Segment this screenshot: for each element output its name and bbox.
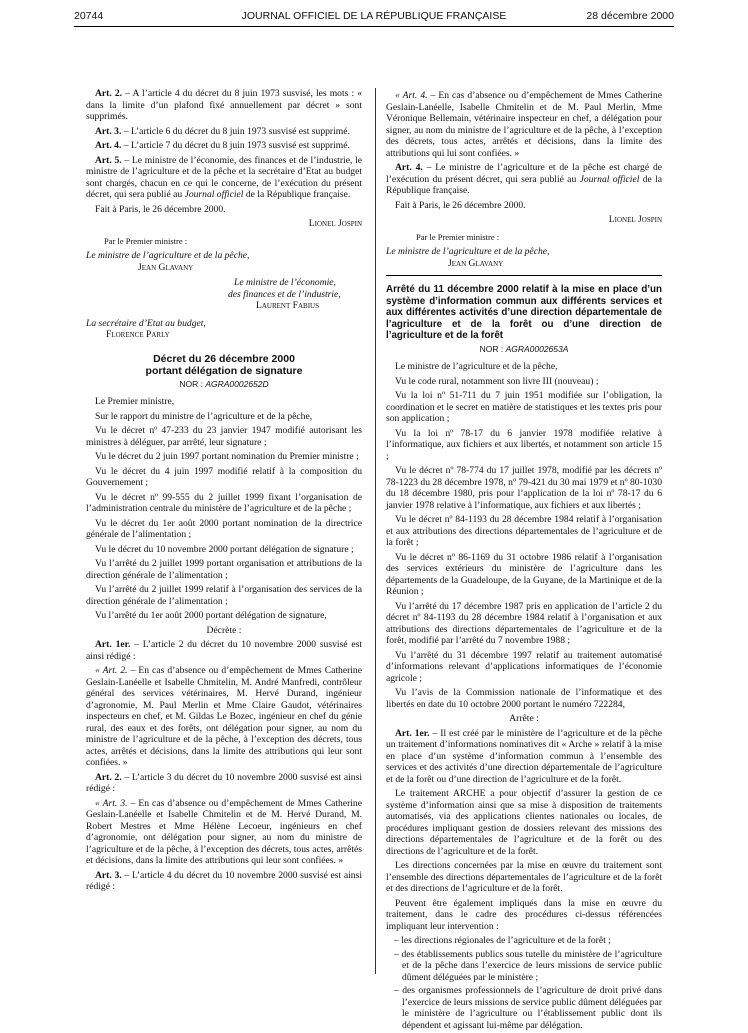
paragraph: Vu le décret nº 99-555 du 2 juillet 1999 fixant l’organisation de l’administration centrale du ministère de l’agriculture et de la pêche ;: [86, 491, 362, 514]
article: Art. 3. – L’article 6 du décret du 8 juin 1973 susvisé est supprimé.: [95, 125, 350, 137]
paragraph: Le Premier ministre,: [95, 396, 175, 407]
par-line: Par le Premier ministre :: [416, 231, 500, 242]
paragraph: Vu la loi nº 78-17 du 6 janvier 1978 modifiée relative à l’informatique, aux fichiers et aux libertés, et notamment son article 15 ;: [386, 427, 662, 462]
paragraph: Le ministre de l’agriculture et de la pêche,: [395, 361, 558, 372]
minister-title: Le ministre de l’agriculture et de la pêche,: [386, 246, 550, 257]
journal-title: JOURNAL OFFICIEL DE LA RÉPUBLIQUE FRANÇAISE: [241, 10, 507, 22]
paragraph: Vu l’arrêté du 31 décembre 1997 relatif au traitement automatisé d’informations relevant d’applications informatiques de l’économie agricole ;: [386, 649, 662, 684]
decree-nor: NOR : AGRA0002652D: [179, 378, 269, 389]
quoted-article: « Art. 3. – En cas d’absence ou d’empêchement de Mmes Catherine Geslain-Lanéelle et Isabelle Chmitelin et de M. Hervé Durand, M. Robert Mestres et Mme Hélène Lecoeur, ingénieurs en chef d’agronomie, ont délégation pour signer, au nom du ministre de l’agriculture et de la pêche, à l’exception des décrets, tous actes, arrêtés et décisions, dans la limite des attributions qui leur sont confiées. »: [86, 797, 362, 866]
article: Art. 1er. – Il est créé par le ministère de l’agriculture et de la pêche un traitement d’informations nominatives dit « Arche » relatif à la mise en place d’un système d’information commun à l’ensemble des services et des activités d’une direction départementale de l’agriculture et de la forêt ou d’une direction de l’agriculture et de la forêt.: [386, 727, 662, 785]
article: Art. 4. – L’article 7 du décret du 8 juin 1973 susvisé est supprimé.: [95, 140, 350, 151]
decree-title: Décret du 26 décembre 2000 portant délégation de signature: [145, 352, 303, 377]
decrete-line: Décrète :: [206, 624, 242, 636]
paragraph: Vu l’arrêté du 1er août 2000 portant délégation de signature,: [95, 610, 327, 621]
paragraph: Vu le décret nº 78-774 du 17 juillet 1978, modifié par les décrets nº 78-1223 du 28 décembre 1978, nº 79-421 du 30 mai 1979 et nº 80-1030 du 18 décembre 1980, pris pour l’application de la loi nº 78-17 du 6 janvier 1978 relative à l’informatique, aux fichiers et aux libertés ;: [386, 465, 662, 511]
arrete-line: Arrête :: [509, 713, 539, 724]
issue-date: 28 décembre 2000: [586, 10, 674, 22]
minister-title: La secrétaire d’Etat au budget,: [86, 317, 206, 329]
article: Art. 2. – L’article 3 du décret du 10 novembre 2000 susvisé est ainsi rédigé :: [86, 771, 362, 794]
fait-line: Fait à Paris, le 26 décembre 2000.: [95, 203, 226, 215]
paragraph: Vu le décret du 10 novembre 2000 portant délégation de signature ;: [95, 543, 354, 555]
minister-title: Le ministre de l’économie,: [234, 277, 336, 288]
paragraph: Vu le décret du 1er août 2000 portant nomination de la directrice générale de l’alimentation ;: [86, 517, 362, 540]
paragraph: Vu l’avis de la Commission nationale de l’informatique et des libertés en date du 10 octobre 2000 portant le numéro 722284,: [386, 687, 662, 710]
minister-name: Florence Parly: [106, 329, 170, 340]
article: Art. 1er. – L’article 2 du décret du 10 novembre 2000 susvisé est ainsi rédigé :: [86, 639, 362, 662]
header-rule: [74, 26, 674, 27]
minister-name: Laurent Fabius: [256, 300, 319, 311]
paragraph: Vu le décret nº 86-1169 du 31 octobre 1986 relatif à l’organisation des services extérieurs du ministère de l’agriculture dans les départements de la Guadeloupe, de la Guyane, de la Martinique et de la Réunion ;: [386, 551, 662, 597]
par-line: Par le Premier ministre :: [104, 235, 188, 246]
article: Art. 5. – Le ministre de l’économie, des finances et de l’industrie, le ministre de l’agriculture et de la pêche et la secrétaire d’Etat au budget sont chargés, chacun en ce qui le concerne, de l’exécution du présent décret, qui sera publié au Journal officiel de la République française.: [86, 154, 363, 200]
paragraph: Vu le décret nº 47-233 du 23 janvier 1947 modifié autorisant les ministres à déléguer, par arrêté, leur signature ;: [86, 425, 362, 448]
article: Art. 3. – L’article 4 du décret du 10 novembre 2000 susvisé est ainsi rédigé :: [86, 869, 362, 892]
fait-line: Fait à Paris, le 26 décembre 2000.: [395, 199, 526, 211]
arrete-nor: NOR : AGRA0002653A: [479, 343, 569, 354]
section-separator: [386, 275, 662, 276]
arrete-title: Arrêté du 11 décembre 2000 relatif à la mise en place d’un système d’information commun aux différents services et aux différentes activités d’une direction départementale de l’agriculture et de la forêt ou d’une direction de l’agriculture et de la forêt: [386, 284, 662, 341]
quoted-article: « Art. 4. – En cas d’absence ou d’empêchement de Mmes Catherine Geslain-Lanéelle, Isabelle Chmitelin et de M. Paul Merlin, Mme Véronique Bellemain, vétérinaire inspecteur en chef, a délégation pour signer, au nom du ministre de l’agriculture et de la pêche, à l’exception des décrets, tous actes, arrêtés et décisions, dans la limite des attributions qui lui sont confiées. »: [386, 90, 662, 159]
list-item: – des organismes professionnels de l’agriculture de droit privé dans l’exercice de leurs missions de service public dûment déléguées par le ministère de l’agriculture ou l’établissement public dont ils dépendent et agissant lui-même par délégation.: [394, 985, 662, 1031]
paragraph: Sur le rapport du ministre de l’agriculture et de la pêche,: [95, 410, 313, 422]
signature-pm: Lionel Jospin: [308, 218, 362, 229]
paragraph: Vu l’arrêté du 2 juillet 1999 portant organisation et attributions de la direction générale de l’alimentation ;: [86, 558, 362, 581]
paragraph: Peuvent être également impliqués dans la mise en œuvre du traitement, dans le cadre des procédures ci-dessus référencées impliquant leur intervention :: [386, 897, 662, 932]
article: Art. 2. – A l’article 4 du décret du 8 juin 1973 susvisé, les mots : « dans la limite d’un plafond fixé annuellement par décret » sont supprimés.: [86, 88, 363, 122]
list-item: – les directions régionales de l’agriculture et de la forêt ;: [394, 935, 611, 946]
paragraph: Le traitement ARCHE a pour objectif d’assurer la gestion de ce système d’information ainsi que sa mise à disposition de traitements automatisés, via des applications clientes nationales ou locales, de procédures impliquant gestion de dossiers relevant des missions des directions départementales de l’agriculture et de la forêt ou des directions de l’agriculture et de la forêt.: [386, 788, 662, 857]
paragraph: Vu le décret du 2 juin 1997 portant nomination du Premier ministre ;: [95, 451, 359, 462]
right-column: [386, 90, 662, 1033]
paragraph: Vu l’arrêté du 17 décembre 1987 pris en application de l’article 2 du décret nº 84-1193 du 28 décembre 1984 relatif à l’organisation et aux attributions des directions départementales de l’agriculture et de la forêt, modifié par l’arrêté du 7 novembre 1988 ;: [386, 600, 662, 646]
paragraph: Vu l’arrêté du 2 juillet 1999 relatif à l’organisation des services de la direction générale de l’alimentation ;: [86, 584, 362, 607]
signature-pm: Lionel Jospin: [608, 214, 662, 225]
minister-title: des finances et de l’industrie,: [228, 288, 341, 300]
paragraph: Vu le décret du 4 juin 1997 modifié relatif à la composition du Gouvernement ;: [86, 465, 362, 488]
paragraph: Vu le code rural, notamment son livre III (nouveau) ;: [395, 375, 599, 387]
intervenant-list: [394, 935, 662, 1031]
list-item: – des établissements publics sous tutelle du ministère de l’agriculture et de la pêche dans l’exercice de leurs missions de service public dûment déléguées par le ministère ;: [394, 948, 662, 983]
paragraph: Les directions concernées par la mise en œuvre du traitement sont l’ensemble des directions départementales de l’agriculture et de la forêt et des directions de l’agriculture et de la forêt.: [386, 860, 662, 894]
minister-name: Jean Glavany: [138, 261, 194, 273]
minister-title: Le ministre de l’agriculture et de la pêche,: [86, 250, 250, 261]
paragraph: Vu la loi nº 51-711 du 7 juin 1951 modifiée sur l’obligation, la coordination et le secret en matière de statistiques et les textes pris pour son application ;: [386, 390, 662, 424]
page-number: 20744: [74, 10, 104, 22]
quoted-article: « Art. 2. – En cas d’absence ou d’empêchement de Mmes Catherine Geslain-Lanéelle et Isabelle Chmitelin, M. André Manfredi, contrôleur général des services vétérinaires, M. Hervé Durand, ingénieur d’agronomie, M. Paul Merlin et Mme Claire Gaudot, vétérinaires inspecteurs en chef, et M. Gildas Le Bozec, ingénieur en chef du génie rural, des eaux et des forêts, ont délégation pour signer, au nom du ministre de l’agriculture et de la pêche, à l’exception des décrets, tous actes, arrêtés et décisions, dans la limite des attributions qui leur sont confiées. »: [86, 665, 362, 768]
minister-name: Jean Glavany: [448, 257, 504, 269]
paragraph: Vu le décret nº 84-1193 du 28 décembre 1984 relatif à l’organisation et aux attributions des directions départementales de l’agriculture et de la forêt ;: [386, 514, 662, 548]
left-column: [86, 88, 362, 896]
article: Art. 4. – Le ministre de l’agriculture et de la pêche est chargé de l’exécution du présent décret, qui sera publié au Journal officiel de la République française.: [386, 162, 662, 196]
column-divider: [375, 88, 376, 974]
